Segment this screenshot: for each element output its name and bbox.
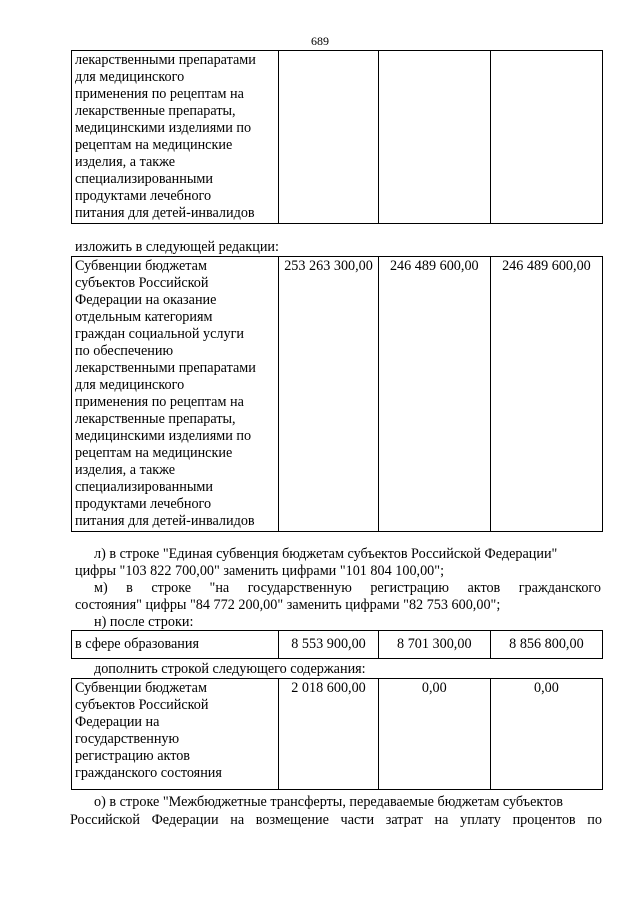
budget-table-added-row xyxy=(71,678,603,790)
paragraph-l-line1: л) в строке "Единая субвенция бюджетам субъектов Российской Федерации" xyxy=(94,546,558,562)
value-2021: 246 489 600,00 xyxy=(490,257,602,532)
paragraph-m-line2: состояния" цифры "84 772 200,00" заменить цифрами "82 753 600,00"; xyxy=(75,597,501,613)
paragraph-l-line2: цифры "103 822 700,00" заменить цифрами "101 804 100,00"; xyxy=(75,563,445,579)
budget-table-new-row xyxy=(71,256,603,532)
table-row xyxy=(72,631,603,659)
value-2020: 246 489 600,00 xyxy=(378,257,490,532)
table-row xyxy=(72,257,603,532)
paragraph-n: н) после строки: xyxy=(94,614,194,630)
value-2021 xyxy=(490,51,602,224)
paragraph-m-line1: м) в строке "на государственную регистрацию актов гражданского xyxy=(94,580,601,596)
value-2020: 0,00 xyxy=(378,679,490,790)
budget-table-anchor-row xyxy=(71,630,603,659)
value-2019 xyxy=(279,51,378,224)
page-number: 689 xyxy=(311,34,329,48)
table-row xyxy=(72,51,603,224)
value-2019: 8 553 900,00 xyxy=(279,631,378,659)
row-description: Субвенции бюджетам субъектов Российской Федерации на государственную регистрацию актов гражданского состояния xyxy=(72,679,279,790)
value-2020 xyxy=(378,51,490,224)
instruction-text: изложить в следующей редакции: xyxy=(75,239,279,255)
value-2021: 8 856 800,00 xyxy=(490,631,602,659)
value-2020: 8 701 300,00 xyxy=(378,631,490,659)
value-2019: 253 263 300,00 xyxy=(279,257,378,532)
row-description: в сфере образования xyxy=(72,631,279,659)
value-2019: 2 018 600,00 xyxy=(279,679,378,790)
row-description: Субвенции бюджетам субъектов Российской Федерации на оказание отдельным категориям граждан социальной услуги по обеспечению лекарственными препаратами для медицинского применения по рецептам на лекарственные препараты, медицинскими изделиями по рецептам на медицинские изделия, а также специализированными продуктами лечебного питания для детей-инвалидов xyxy=(72,257,279,532)
paragraph-o-line1: о) в строке "Межбюджетные трансферты, передаваемые бюджетам субъектов xyxy=(94,794,563,810)
value-2021: 0,00 xyxy=(490,679,602,790)
instruction-add-text: дополнить строкой следующего содержания: xyxy=(94,661,366,677)
row-description: лекарственными препаратами для медицинского применения по рецептам на лекарственные препараты, медицинскими изделиями по рецептам на медицинские изделия, а также специализированными продуктами лечебного питания для детей-инвалидов xyxy=(72,51,279,224)
table-row xyxy=(72,679,603,790)
budget-table-old-row xyxy=(71,50,603,224)
paragraph-o-line2: Российской Федерации на возмещение части затрат на уплату процентов по xyxy=(70,812,602,828)
